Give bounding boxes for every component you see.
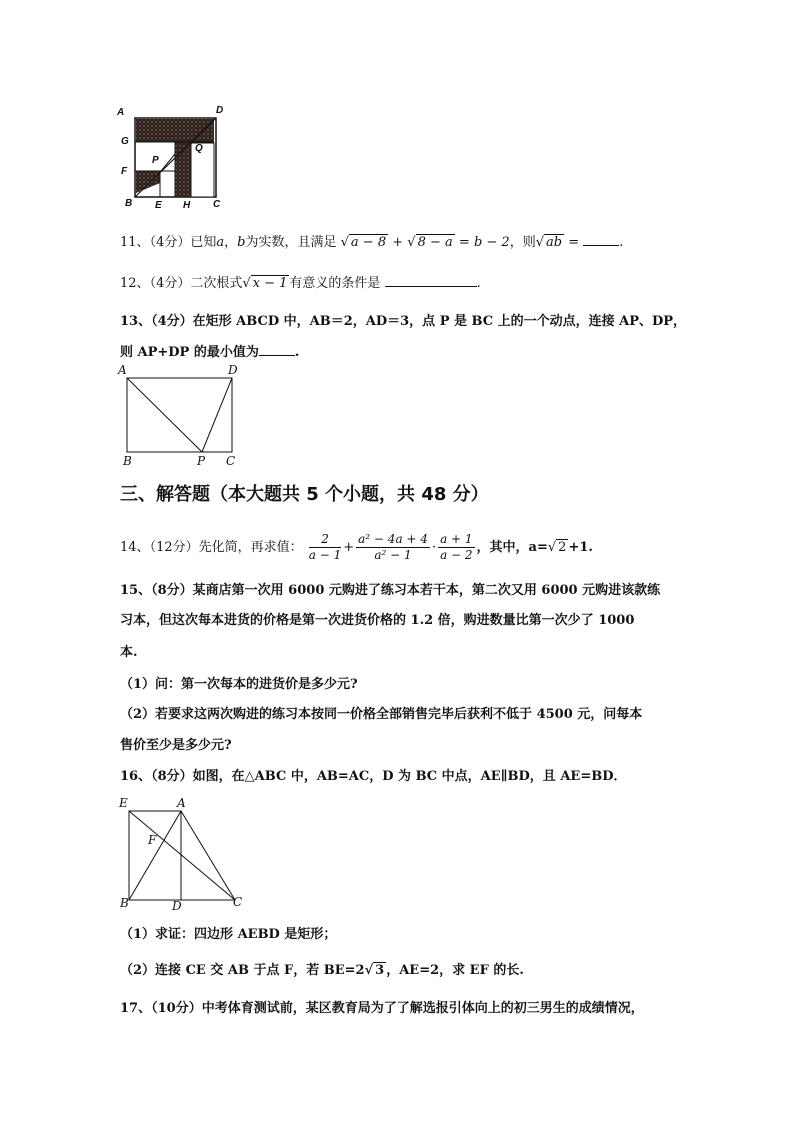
line-ec [129,811,235,900]
q16-score: （8分） [151,769,193,784]
q14-fraction-1: $\frac{2}{a - 1}$ [308,532,342,562]
q11-number: 11 [120,235,137,250]
q11-radical-3: ab [546,235,563,250]
figure-3-quadrilateral [115,793,250,915]
question-15-sub2a: （2）若要求这两次购进的练习本按同一价格全部销售完毕后获利不低于 4500 元，问每本 [120,707,643,722]
q11-plus: + [392,235,404,250]
q11-var-b: b [237,235,246,250]
q12-end: . [476,276,481,291]
q14-text1: 先化简，再求值： [198,540,303,555]
fig1-label-C: C [213,199,221,210]
question-16-sub2: （2）连接 CE 交 AB 于点 F，若 BE=2√ 3 ，AE=2，求 EF 的长. [120,963,524,978]
rect-abcd [127,378,232,452]
q13-line1: 在矩形 ABCD 中，AB＝2，AD＝3，点 P 是 BC 上的一个动点，连接 AP、DP， [192,314,687,329]
fig1-label-P: P [152,155,159,166]
q14-fraction-3: $\frac{a + 1}{a - 2}$ [440,532,473,562]
fig1-label-H: H [183,200,191,211]
q14-score: （12分） [149,540,199,555]
q11-answer-blank[interactable] [583,233,619,246]
fig3-label-D: D [172,899,182,913]
question-15-line2: 习本，但这次每本进货的价格是第一次进货价格的 1.2 倍，购进数量比第一次少了 1000 [120,613,635,628]
fig2-label-P: P [197,454,206,468]
fig2-label-D: D [228,363,238,377]
q11-text: 已知 [190,235,217,250]
figure-3-svg [115,793,250,915]
q11-radical-2: 8 − a [417,235,453,250]
white-tri [161,154,175,171]
figure-2-rectangle [115,362,245,472]
fig2-label-C: C [226,454,236,468]
line-ac [181,811,235,900]
q11-equation: = b − 2 [458,235,510,250]
q12-text1: 二次根式 [190,276,243,291]
section-3-title: 三、解答题（本大题共 5 个小题，共 48 分） [120,484,489,505]
q13-line2: 则 AP+DP 的最小值为 [120,345,259,360]
q17-line1: 中考体育测试前，某区教育局为了了解选报引体向上的初三男生的成绩情况， [201,1001,644,1016]
q14-radical: 2 [558,540,567,555]
question-15-line3: 本. [120,645,138,660]
q16-line1: 如图，在△ABC 中，AB=AC，D 为 BC 中点，AE∥BD，且 AE=BD． [192,769,627,784]
fig3-label-F: F [148,833,157,847]
q16-sub2a: （2）连接 CE 交 AB 于点 F，若 BE=2 [120,963,365,978]
fig1-label-D: D [216,105,224,116]
line-dp [202,378,232,452]
fig1-label-A: A [117,107,125,118]
q11-eq2: = [568,235,580,250]
fig3-label-E: E [119,796,128,810]
q14-text3: +1. [568,540,593,555]
q17-number: 17 [120,1001,139,1016]
q11-sep: ， [224,235,238,250]
fig1-label-F: F [121,166,128,177]
fig1-label-G: G [121,136,129,147]
question-16-line1: 16、（8分）如图，在△ABC 中，AB=AC，D 为 BC 中点，AE∥BD，且 AE=BD． [120,769,627,784]
q12-radical: x − 1 [252,276,288,291]
fig3-label-B: B [120,896,129,910]
question-16-sub1: （1）求证：四边形 AEBD 是矩形； [120,927,337,942]
shaded-left [136,171,160,193]
question-13-line2 [120,343,299,362]
question-15-sub2b: 售价至少是多少元? [120,738,232,753]
q16-number: 16 [120,769,139,784]
q14-number: 14 [120,540,137,555]
fig1-label-Q: Q [195,143,203,154]
q11-text2: 为实数，且满足 [245,235,337,250]
line-ap [127,378,202,452]
question-12: 12、（4分）二次根式√ x − 1 有意义的条件是 . [120,276,481,291]
q12-answer-blank[interactable] [385,274,477,287]
question-17-line1: 17、（10分）中考体育测试前，某区教育局为了了解选报引体向上的初三男生的成绩情况， [120,1001,644,1016]
q15-number: 15 [120,583,139,598]
line-ab [129,811,181,900]
q13-score: （4分） [151,314,193,329]
q13-answer-blank[interactable] [259,343,295,356]
figure-1-square [115,105,235,215]
q12-score: （4分） [149,276,191,291]
question-14: 14、（12分）先化简，再求值： $\frac{2}{a - 1}$ + $\frac{\text{a² − 4a + 4}}{\text{a² − 1}}$ · $\frac{a + 1}{a - 2}$ ，其中，a=√ 2 +1. [120,532,593,562]
question-11: 11、（4分）已知a，b为实数，且满足 √ a − 8 + √ 8 − a = b − 2，则√ ab = . [120,235,624,250]
q13-end: . [294,345,300,360]
fig2-label-A: A [118,363,127,377]
q16-radical: 3 [375,963,385,978]
q11-text3: ，则 [509,235,536,250]
q16-sub2b: ，AE=2，求 EF 的长. [386,963,524,978]
fig3-label-A: A [177,796,186,810]
q17-score: （10分） [151,1001,202,1016]
q14-fraction-2: $\frac{\text{a² − 4a + 4}}{\text{a² − 1}}$ [358,532,428,562]
fig1-label-E: E [155,200,162,211]
fig2-label-B: B [123,454,132,468]
q12-text2: 有意义的条件是 [289,276,381,291]
q11-radical-1: a − 8 [350,235,387,250]
question-13-line1: 13、（4分）在矩形 ABCD 中，AB＝2，AD＝3，点 P 是 BC 上的一个动点，连接 AP、DP， [120,314,687,329]
fig1-label-B: B [125,198,133,209]
q11-var-a: a [216,235,225,250]
question-15-sub1: （1）问：第一次每本的进货价是多少元? [120,677,358,692]
q12-number: 12 [120,276,137,291]
q11-score: （4分） [149,235,191,250]
q13-number: 13 [120,314,139,329]
fig3-label-C: C [233,895,243,909]
q14-text2: ，其中，a= [476,540,548,555]
q11-end: . [619,235,624,250]
q15-line1: 某商店第一次用 6000 元购进了练习本若干本，第二次又用 6000 元购进该款练 [192,583,661,598]
question-15-line1: 15、（8分）某商店第一次用 6000 元购进了练习本若干本，第二次又用 6000 元购进该款练 [120,583,661,598]
q14-plus: + [343,540,355,555]
q14-dot: · [431,540,437,555]
q15-score: （8分） [151,583,193,598]
